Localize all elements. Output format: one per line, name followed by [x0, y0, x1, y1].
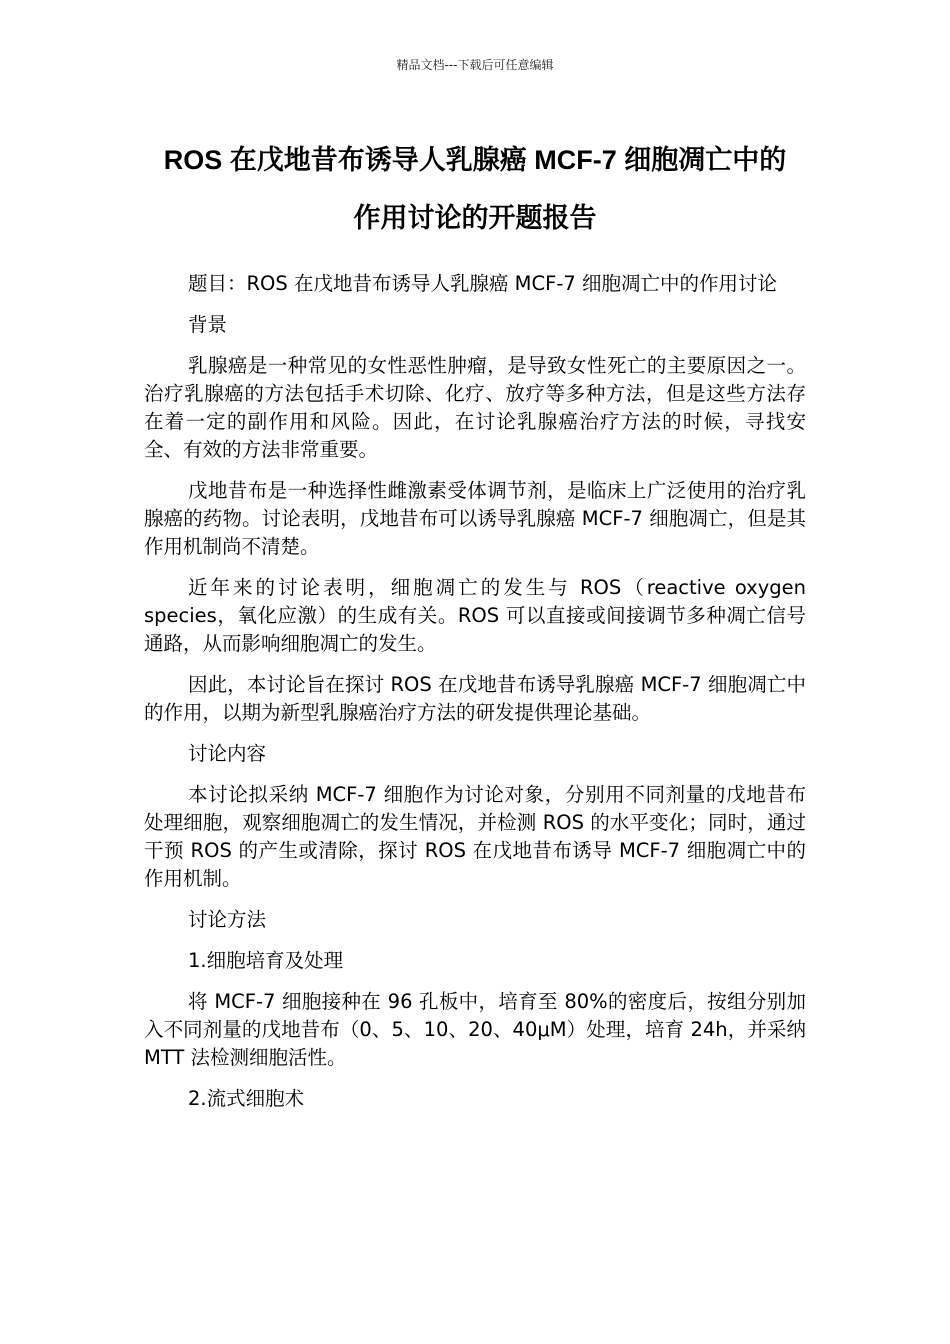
- header-note: 精品文档---下载后可任意编辑: [396, 58, 554, 72]
- title-line-2: 作用讨论的开题报告: [353, 203, 597, 233]
- method-heading-1: 1.细胞培育及处理: [188, 949, 344, 972]
- title-line-1: ROS 在戊地昔布诱导人乳腺癌 MCF-7 细胞凋亡中的: [163, 145, 787, 175]
- paragraph-aim: 因此，本讨论旨在探讨 ROS 在戊地昔布诱导乳腺癌 MCF-7 细胞凋亡中的作用，以期为新型乳腺癌治疗方法的研发提供理论基础。: [144, 673, 806, 724]
- paragraph-breast-cancer: 乳腺癌是一种常见的女性恶性肿瘤，是导致女性死亡的主要原因之一。治疗乳腺癌的方法包括手术切除、化疗、放疗等多种方法，但是这些方法存在着一定的副作用和风险。因此，在讨论乳腺癌治疗方法的时候，寻找安全、有效的方法非常重要。: [144, 354, 806, 461]
- method-heading-2: 2.流式细胞术: [188, 1087, 305, 1110]
- document-title: [130, 131, 820, 247]
- paragraph-method-1: 将 MCF-7 细胞接种在 96 孔板中，培育至 80%的密度后，按组分别加入不同剂量的戊地昔布（0、5、10、20、40μM）处理，培育 24h，并采纳 MTT 法检测细胞活性。: [144, 990, 806, 1069]
- paragraph-ros: 近年来的讨论表明，细胞凋亡的发生与 ROS（reactive oxygen species，氧化应激）的生成有关。ROS 可以直接或间接调节多种凋亡信号通路，从而影响细胞凋亡的发生。: [144, 576, 806, 655]
- section-heading-content: 讨论内容: [188, 742, 267, 765]
- section-heading-methods: 讨论方法: [188, 908, 267, 931]
- section-heading-background: 背景: [188, 313, 228, 336]
- paragraph-content: 本讨论拟采纳 MCF-7 细胞作为讨论对象，分别用不同剂量的戊地昔布处理细胞，观察细胞凋亡的发生情况，并检测 ROS 的水平变化；同时，通过干预 ROS 的产生或清除，探讨 ROS 在戊地昔布诱导 MCF-7 细胞凋亡中的作用机制。: [144, 783, 806, 890]
- paragraph-drug: 戊地昔布是一种选择性雌激素受体调节剂，是临床上广泛使用的治疗乳腺癌的药物。讨论表明，戊地昔布可以诱导乳腺癌 MCF-7 细胞凋亡，但是其作用机制尚不清楚。: [144, 479, 806, 558]
- document-body: [144, 270, 806, 1126]
- paragraph-topic: 题目：ROS 在戊地昔布诱导人乳腺癌 MCF-7 细胞凋亡中的作用讨论: [188, 272, 777, 295]
